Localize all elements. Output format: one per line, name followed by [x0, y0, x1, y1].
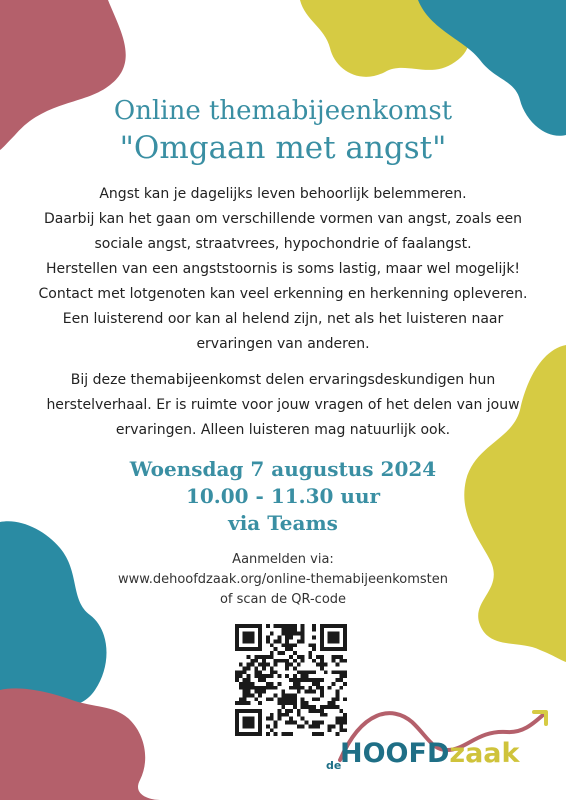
intro-line: Contact met lotgenoten kan veel erkenning en herkenning opleveren.: [38, 286, 528, 302]
intro-line: Angst kan je dagelijks leven behoorlijk belemmeren.: [99, 186, 467, 202]
intro-line: sociale angst, straatvrees, hypochondrie of faalangst.: [94, 236, 472, 252]
event-time: 10.00 - 11.30 uur: [185, 484, 381, 508]
blob-bottom-left-teal: [0, 521, 106, 705]
registration-label: Aanmelden via:: [232, 552, 334, 567]
blob-bottom-left-mauve: [0, 688, 160, 800]
registration-url[interactable]: www.dehoofdzaak.org/online-themabijeenkomsten: [118, 572, 448, 587]
qr-hint: of scan de QR-code: [219, 592, 347, 607]
event-date: Woensdag 7 augustus 2024: [129, 457, 437, 481]
intro-paragraph: [30, 182, 536, 357]
event-location: via Teams: [228, 511, 338, 535]
title-line-2: "Omgaan met angst": [119, 130, 447, 166]
intro-line: Een luisterend oor kan al helend zijn, net als het luisteren naar: [62, 311, 504, 327]
title-line-1: Online themabijeenkomst: [113, 96, 453, 126]
intro-line: Daarbij kan het gaan om verschillende vormen van angst, zoals een: [43, 211, 523, 227]
intro-line: Herstellen van een angststoornis is soms lastig, maar wel mogelijk!: [45, 261, 521, 277]
details-line: Bij deze themabijeenkomst delen ervaringsdeskundigen hun: [70, 372, 496, 388]
logo-hoofd: HOOFD: [340, 738, 450, 769]
logo-wordmark: [340, 738, 519, 769]
intro-line: ervaringen van anderen.: [196, 336, 370, 352]
details-paragraph: [30, 368, 536, 443]
logo-de: de: [326, 759, 342, 772]
details-line: ervaringen. Alleen luisteren mag natuurlijk ook.: [115, 422, 451, 438]
blob-top-left: [0, 0, 126, 150]
details-line: herstelverhaal. Er is ruimte voor jouw vragen of het delen van jouw: [46, 397, 520, 413]
logo-zaak: zaak: [449, 738, 520, 769]
